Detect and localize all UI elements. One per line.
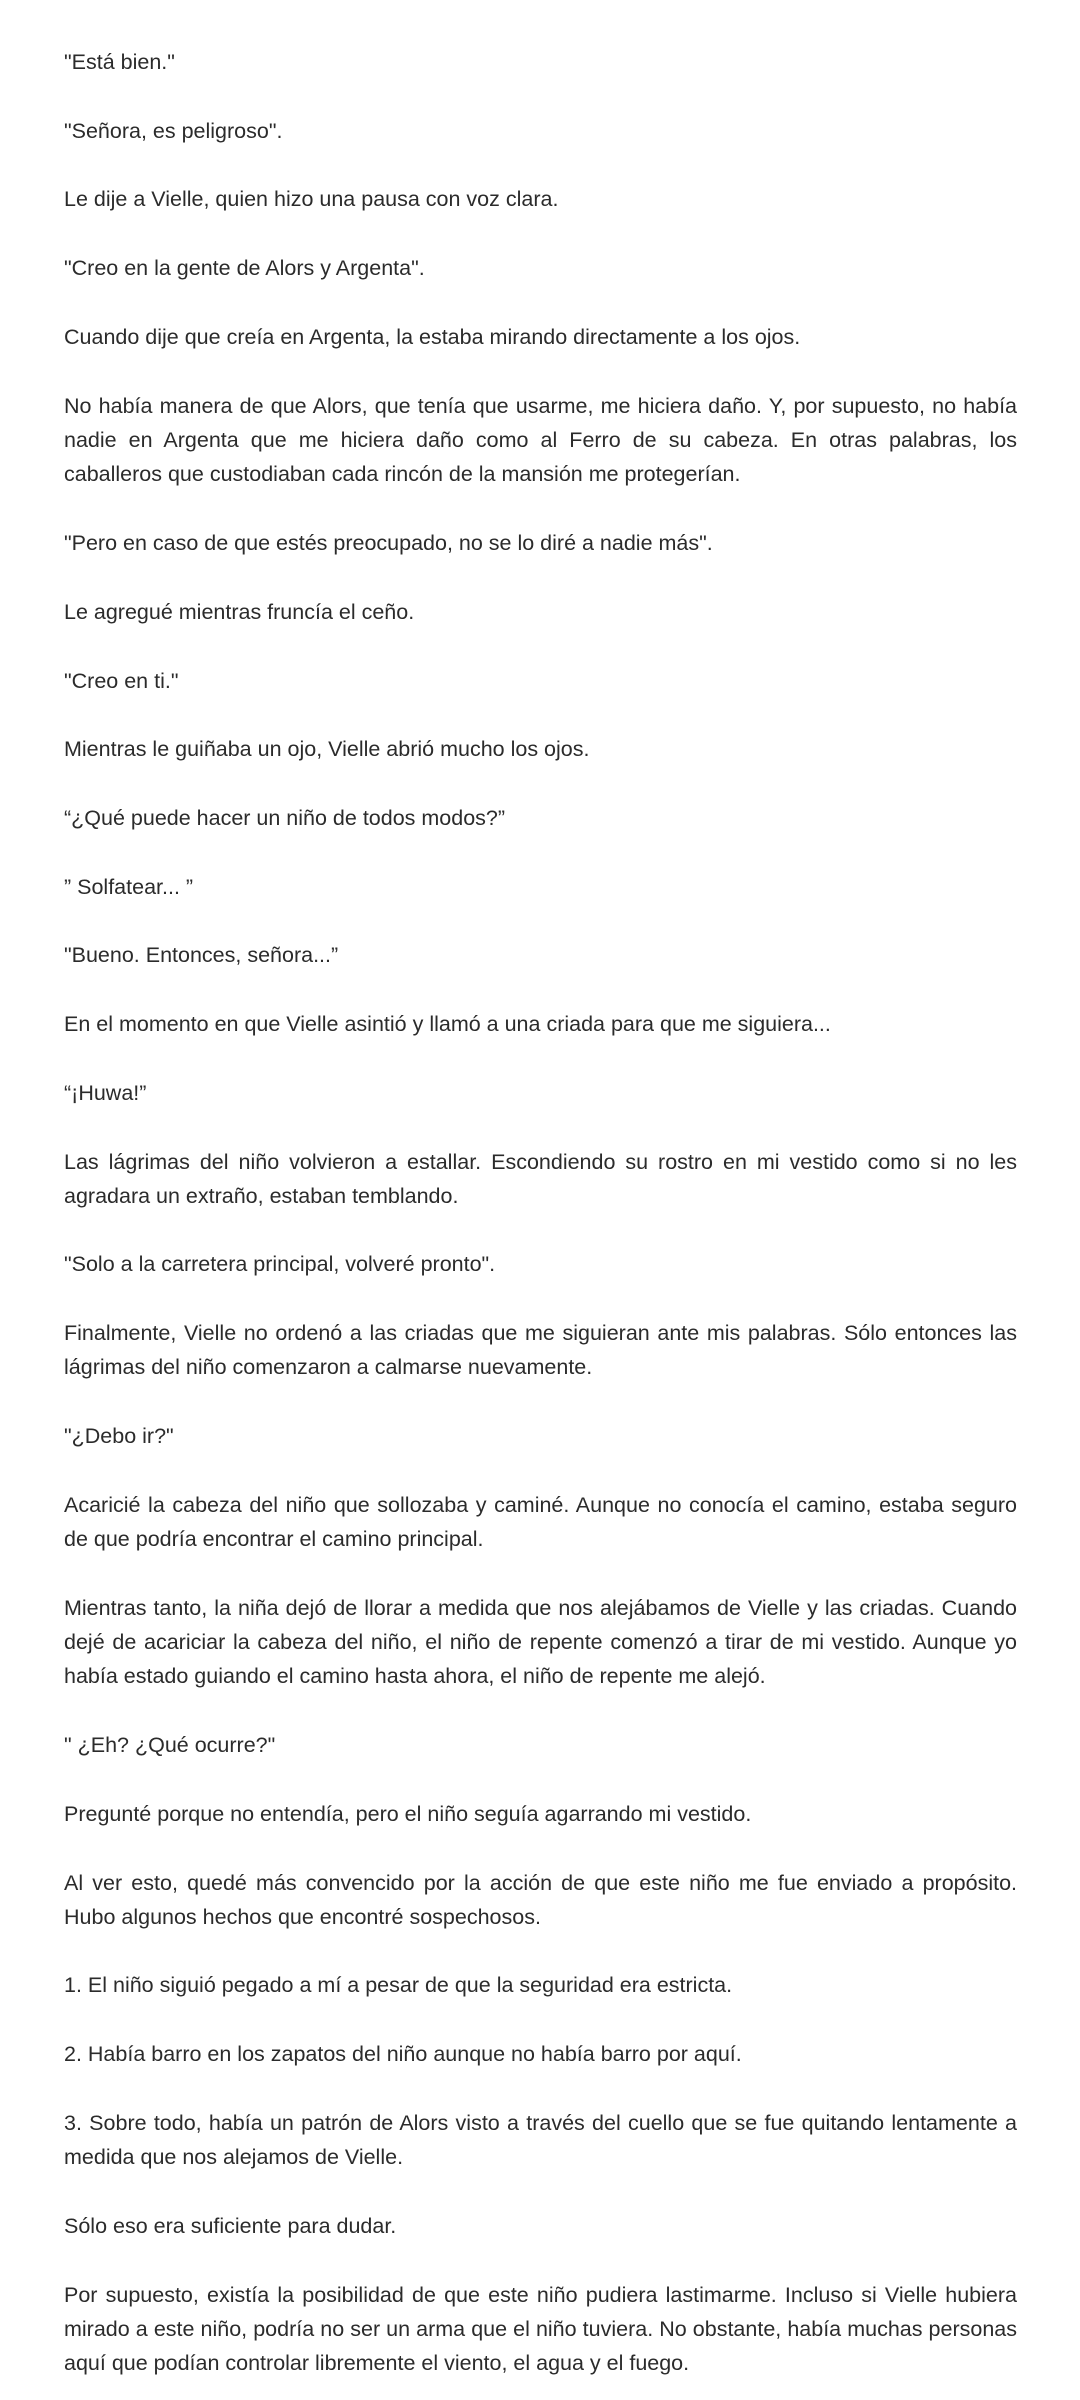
paragraph: Sólo eso era suficiente para dudar. [64, 2214, 397, 2238]
paragraph: “¿Qué puede hacer un niño de todos modos?” [64, 806, 506, 830]
paragraph: No había manera de que Alors, que tenía que usarme, me hiciera daño. Y, por supuesto, no había nadie en Argenta que me hiciera daño como al Ferro de su cabeza. En otras palabras, los caballeros que custodiaban cada rincón de la mansión me protegerían. [64, 394, 1017, 486]
paragraph: Mientras le guiñaba un ojo, Vielle abrió mucho los ojos. [64, 737, 590, 761]
paragraph: Mientras tanto, la niña dejó de llorar a medida que nos alejábamos de Vielle y las criadas. Cuando dejé de acariciar la cabeza del niño, el niño de repente comenzó a tirar de mi vestido. Aunque yo había estado guiando el camino hasta ahora, el niño de repente me alejó. [64, 1596, 1017, 1688]
paragraph: "Bueno. Entonces, señora...” [64, 943, 339, 967]
paragraph: “¡Huwa!” [64, 1081, 147, 1105]
paragraph: "Está bien." [64, 50, 175, 74]
paragraph: 2. Había barro en los zapatos del niño aunque no había barro por aquí. [64, 2042, 742, 2066]
paragraph: "Señora, es peligroso". [64, 119, 283, 143]
paragraph: Finalmente, Vielle no ordenó a las criadas que me siguieran ante mis palabras. Sólo entonces las lágrimas del niño comenzaron a calmarse nuevamente. [64, 1321, 1017, 1379]
paragraph: "Creo en ti." [64, 669, 179, 693]
paragraph: "Solo a la carretera principal, volveré pronto". [64, 1252, 496, 1276]
paragraph: Cuando dije que creía en Argenta, la estaba mirando directamente a los ojos. [64, 325, 801, 349]
paragraph: En el momento en que Vielle asintió y llamó a una criada para que me siguiera... [64, 1012, 831, 1036]
paragraph: 3. Sobre todo, había un patrón de Alors visto a través del cuello que se fue quitando lentamente a medida que nos alejamos de Vielle. [64, 2111, 1017, 2169]
paragraph: "Pero en caso de que estés preocupado, no se lo diré a nadie más". [64, 531, 713, 555]
paragraph: " ¿Eh? ¿Qué ocurre?" [64, 1733, 276, 1757]
paragraph: 1. El niño siguió pegado a mí a pesar de que la seguridad era estricta. [64, 1973, 733, 1997]
paragraph: Le agregué mientras fruncía el ceño. [64, 600, 415, 624]
paragraph: Le dije a Vielle, quien hizo una pausa con voz clara. [64, 187, 559, 211]
paragraph: Las lágrimas del niño volvieron a estallar. Escondiendo su rostro en mi vestido como si no les agradara un extraño, estaban temblando. [64, 1150, 1017, 1208]
paragraph: Acaricié la cabeza del niño que sollozaba y caminé. Aunque no conocía el camino, estaba seguro de que podría encontrar el camino principal. [64, 1493, 1017, 1551]
paragraph: Pregunté porque no entendía, pero el niño seguía agarrando mi vestido. [64, 1802, 752, 1826]
paragraph: "¿Debo ir?" [64, 1424, 174, 1448]
paragraph: ” Solfatear... ” [64, 875, 194, 899]
paragraph: Al ver esto, quedé más convencido por la acción de que este niño me fue enviado a propósito. Hubo algunos hechos que encontré sospechosos. [64, 1871, 1017, 1929]
paragraph: Por supuesto, existía la posibilidad de que este niño pudiera lastimarme. Incluso si Vielle hubiera mirado a este niño, podría no ser un arma que el niño tuviera. No obstante, había muchas personas aquí que podían controlar libremente el viento, el agua y el fuego. [64, 2283, 1017, 2375]
paragraph: "Creo en la gente de Alors y Argenta". [64, 256, 425, 280]
